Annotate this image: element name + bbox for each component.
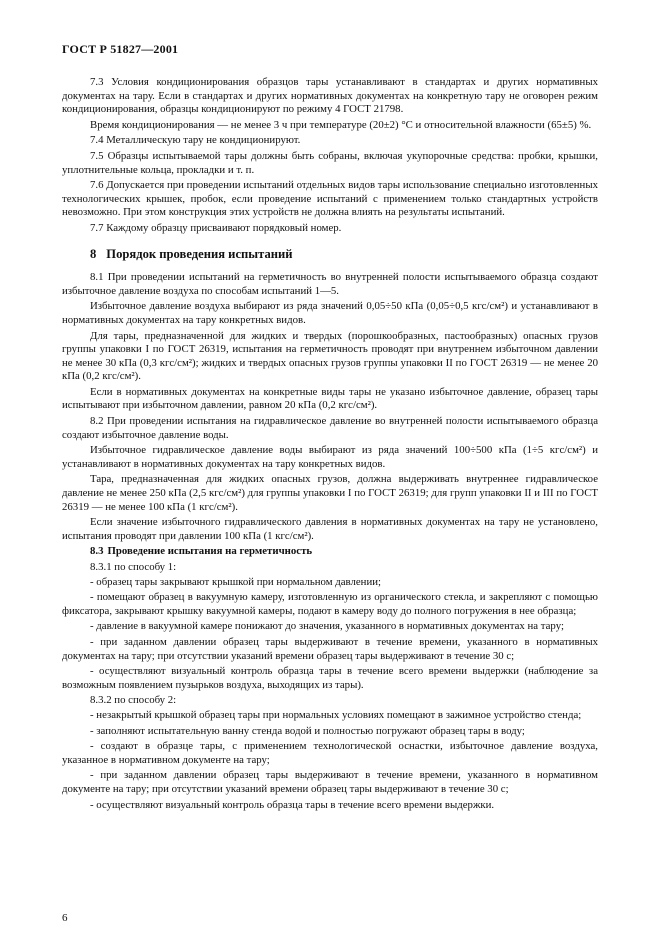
list-item: - незакрытый крышкой образец тары при нормальных условиях помещают в зажимное устройство стенда; — [90, 708, 582, 721]
method2-list — [62, 709, 598, 812]
section-number: 8 — [90, 246, 97, 261]
list-item: - давление в вакуумной камере понижают до значения, указанного в нормативных документах на тару; — [90, 620, 564, 633]
list-item: - образец тары закрывают крышкой при нормальном давлении; — [90, 575, 382, 588]
paragraph-8-1: 8.1 При проведении испытаний на герметичность во внутренней полости испытываемого образца создают избыточное давление воздуха по способам испытаний 1—5. — [62, 271, 598, 297]
paragraph-7-4: 7.4 Металлическую тару не кондиционируют. — [90, 134, 301, 147]
method2-heading: 8.3.2 по способу 2: — [90, 694, 177, 707]
paragraph-8-2: 8.2 При проведении испытания на гидравлическое давление во внутренней полости испытываемого образца создают избыточное давление воды. — [62, 415, 598, 441]
paragraph-7-6: 7.6 Допускается при проведении испытаний отдельных видов тары использование специально изготовленных технологических крышек, пробок, если проведение испытаний с применением только стандартных устройств невозможно. При этом конструкция этих устройств не должна влиять на результаты испытаний. — [62, 179, 598, 219]
list-item: - при заданном давлении образец тары выдерживают в течение времени, указанного в нормативных документах на тару; при отсутствии указаний времени образец тары выдерживают в течение 30 с; — [62, 635, 598, 662]
section-heading — [90, 248, 598, 262]
list-item: - заполняют испытательную ванну стенда водой и полностью погружают образец тары в воду; — [90, 724, 525, 737]
paragraph-hydraulic-pressure: Избыточное гидравлическое давление воды выбирают из ряда значений 100÷500 кПа (1÷5 кгс/см²) и устанавливают в нормативных документах на тару конкретных видов. — [62, 444, 598, 470]
paragraph-air-pressure: Избыточное давление воздуха выбирают из ряда значений 0,05÷50 кПа (0,05÷0,5 кгс/см²) и устанавливают в нормативных документах на тару конкретных видов. — [62, 300, 598, 326]
paragraph-7-7: 7.7 Каждому образцу присваивают порядковый номер. — [90, 221, 342, 234]
conditioning-block — [62, 76, 598, 236]
list-item: - при заданном давлении образец тары выдерживают в течение времени, указанного в нормативном документе на тару; при отсутствии указаний времени образец тары выдерживают в течение 30 с; — [62, 769, 598, 795]
page-number: 6 — [62, 912, 68, 924]
document-body — [62, 76, 598, 814]
testing-block — [62, 271, 598, 543]
paragraph-dangerous-goods: Для тары, предназначенной для жидких и твердых (порошкообразных, пастообразных) опасных грузов группы упаковки I по ГОСТ 26319, испытания на герметичность проводят при внутреннем избыточном давлении не менее 30 кПа (0,3 кгс/см²); жидких и твердых опасных грузов группы упаковки II по ГОСТ 26319 — не менее 20 кПа (0,2 кгс/см²). — [62, 329, 598, 383]
method1-list — [62, 576, 598, 693]
paragraph-default-pressure: Если в нормативных документах на конкретные виды тары не указано избыточное давление, образец тары испытывают при избыточном давлении, равном 20 кПа (0,2 кгс/см²). — [62, 385, 598, 412]
paragraph-conditioning-time: Время кондиционирования — не менее 3 ч при температуре (20±2) °С и относительной влажности (65±5) %. — [90, 118, 592, 131]
paragraph-7-5: 7.5 Образцы испытываемой тары должны быть собраны, включая укупорочные средства: пробки, крышки, уплотнительные кольца, прокладки и т. п. — [62, 149, 598, 176]
paragraph-7-3: 7.3 Условия кондиционирования образцов тары устанавливают в стандартах и других нормативных документах на тару. Если в стандартах и других нормативных документах на конкретную тару не оговорен режим кондиционирования, образцы кондиционируют по режиму 4 ГОСТ 21798. — [62, 76, 598, 116]
subsection-title: Проведение испытания на герметичность — [107, 545, 313, 558]
subsection-heading — [90, 545, 598, 559]
list-item: - осуществляют визуальный контроль образца тары в течение всего времени выдержки (наблюдение за возможным появлением пузырьков воздуха, выходящих из тары). — [62, 665, 598, 691]
section-title: Порядок проведения испытаний — [106, 246, 293, 261]
document-header: ГОСТ Р 51827—2001 — [62, 42, 179, 56]
list-item: - создают в образце тары, с применением технологической оснастки, избыточное давление воздуха, указанное в нормативном документе на тару; — [62, 740, 598, 766]
list-item: - помещают образец в вакуумную камеру, изготовленную из органического стекла, и закрепляют с помощью фиксатора, закрывают крышку вакуумной камеры, подают в камеру воду до полного погружения в нее образца; — [62, 591, 598, 617]
list-item: - осуществляют визуальный контроль образца тары в течение всего времени выдержки. — [90, 798, 495, 811]
paragraph-liquid-goods: Тара, предназначенная для жидких опасных грузов, должна выдерживать внутреннее гидравлическое давление не менее 250 кПа (2,5 кгс/см²) для группы упаковки I по ГОСТ 26319; для групп упаковки II и III по ГОСТ 26319 — не менее 100 кПа (1 кгс/см²). — [62, 473, 598, 513]
paragraph-hydraulic-default: Если значение избыточного гидравлического давления в нормативных документах на тару не установлено, испытания проводят при давлении 100 кПа (1 кгс/см²). — [62, 516, 598, 542]
method1-heading: 8.3.1 по способу 1: — [90, 561, 177, 573]
subsection-number: 8.3 — [90, 545, 104, 558]
